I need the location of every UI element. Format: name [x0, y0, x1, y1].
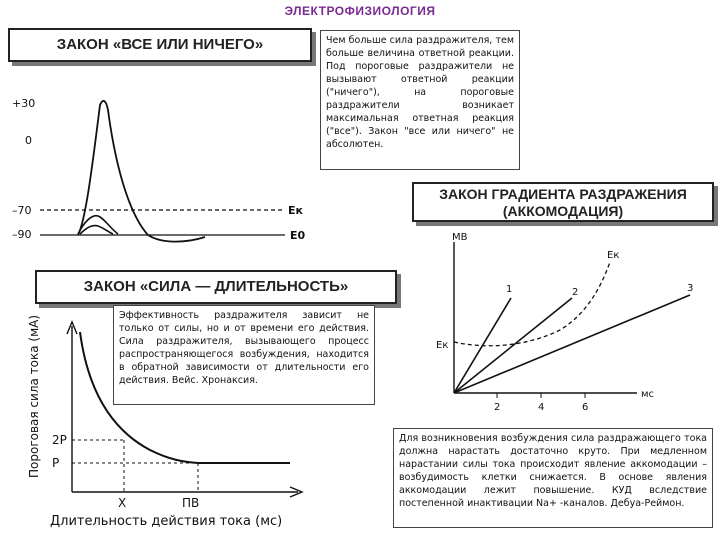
- x-tick-label-4: 4: [538, 402, 545, 413]
- subthreshold-response-2: [80, 225, 113, 234]
- x-mark-useful-time: ПВ: [182, 496, 200, 510]
- e0-label: Е0: [290, 229, 306, 242]
- gradient-law-text: Для возникновения возбуждения сила раздражающего тока должна нарастать достаточно круто. При медленном нарастании силы тока происходит явление аккомодации – возбудимость клетки снижается. В основе явления аккомодации лежит повышение. КУД вследствие постепенной инактивации Na+ -каналов. Дебуа-Реймон.: [393, 428, 713, 528]
- accommodation-threshold-curve: [454, 262, 610, 346]
- gradient-law-diagram: [436, 232, 693, 413]
- sd-x-label: Длительность действия тока (мс): [50, 514, 283, 529]
- all-or-nothing-diagram: [12, 97, 306, 242]
- x-mark-chronaxie: Х: [118, 496, 127, 510]
- all-or-nothing-text: Чем больше сила раздражителя, тем больше величина ответной реакции. Под пороговые раздражители не вызывают ответной реакции ("ничего"), на пороговые раздражители возникает максимальная ответная реакция ("все"). Закон "все или ничего" не абсолютен.: [320, 30, 520, 170]
- strength-duration-text: Эффективность раздражителя зависит не только от силы, но и от времени его действия. Сила раздражителя, вызывающего процесс распространяющегося возбуждения, находится в обратной зависимости от длительности его действия. Вейс. Хронаксия.: [113, 305, 375, 405]
- y-tick-minus90: –90: [12, 228, 32, 241]
- gradient-y-label: МВ: [452, 232, 468, 243]
- page-title: ЭЛЕКТРОФИЗИОЛОГИЯ: [284, 4, 436, 18]
- y-mark-2p: 2Р: [52, 433, 67, 447]
- gradient-law-title-line2: (АККОМОДАЦИЯ): [502, 203, 624, 219]
- action-potential-curve: [78, 101, 205, 242]
- x-tick-label-6: 6: [582, 402, 589, 413]
- sd-y-label: Пороговая сила тока (мА): [27, 314, 41, 478]
- y-tick-0: 0: [25, 134, 32, 147]
- gradient-x-label: мс: [641, 389, 655, 400]
- y-mark-p: Р: [52, 456, 60, 470]
- curve-label-2: 2: [572, 287, 579, 298]
- curve-label-1: 1: [506, 284, 513, 295]
- stimulus-line-2: [454, 298, 572, 393]
- stimulus-line-1: [454, 298, 511, 393]
- y-tick-minus70: –70: [12, 204, 32, 217]
- ek-left-label: Ек: [436, 340, 449, 351]
- x-tick-label-2: 2: [494, 402, 501, 413]
- all-or-nothing-title: ЗАКОН «ВСЕ ИЛИ НИЧЕГО»: [8, 28, 312, 62]
- y-tick-plus30: +30: [12, 97, 36, 110]
- gradient-law-title-line1: ЗАКОН ГРАДИЕНТА РАЗДРАЖЕНИЯ: [439, 186, 687, 202]
- strength-duration-title: ЗАКОН «СИЛА — ДЛИТЕЛЬНОСТЬ»: [35, 270, 397, 304]
- ek-curve-label: Ек: [607, 250, 620, 261]
- curve-label-3: 3: [687, 283, 694, 294]
- stimulus-line-3: [454, 295, 690, 393]
- ek-label: Ек: [288, 204, 303, 217]
